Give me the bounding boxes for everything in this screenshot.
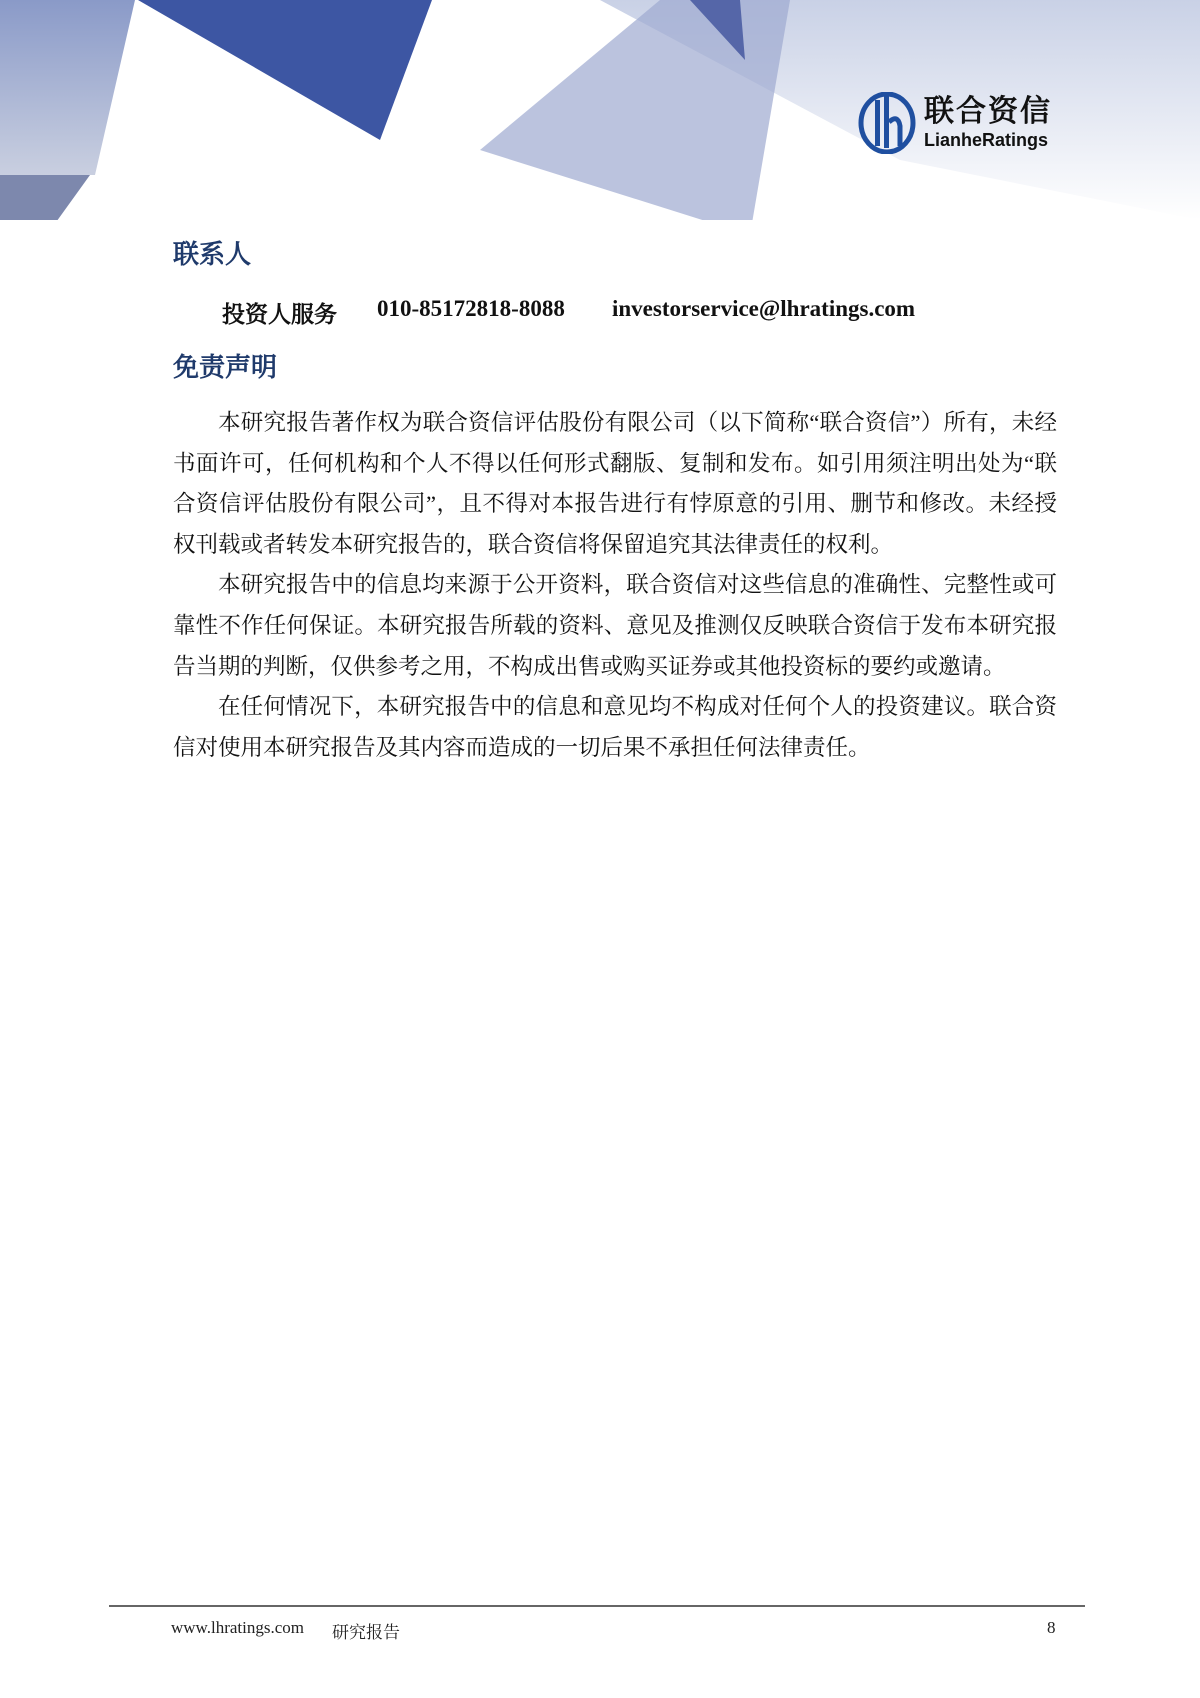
contact-email[interactable]: investorservice@lhratings.com: [612, 296, 916, 321]
contact-label: 投资人服务: [222, 302, 337, 328]
disclaimer-paragraph: 本研究报告中的信息均来源于公开资料，联合资信对这些信息的准确性、完整性或可靠性不作任何保证。本研究报告所载的资料、意见及推测仅反映联合资信于发布本研究报告当期的判断，仅供参考之用，不构成出售或购买证券或其他投资标的要约或邀请。: [173, 572, 1057, 679]
logo-cn-text: 联合资信: [924, 94, 1052, 129]
disclaimer-paragraph: 在任何情况下，本研究报告中的信息和意见均不构成对任何个人的投资建议。联合资信对使用本研究报告及其内容而造成的一切后果不承担任何法律责任。: [173, 694, 1057, 760]
company-logo: [858, 92, 1052, 154]
disclaimer-body: [173, 403, 1057, 768]
footer-website[interactable]: www.lhratings.com: [171, 1618, 304, 1637]
footer-doc-type: 研究报告: [332, 1623, 400, 1642]
disclaimer-heading: 免责声明: [173, 353, 278, 383]
logo-en-text: LianheRatings: [924, 130, 1049, 150]
page-number: 8: [1047, 1618, 1056, 1637]
contact-phone: 010-85172818-8088: [377, 296, 565, 321]
disclaimer-paragraph: 本研究报告著作权为联合资信评估股份有限公司（以下简称“联合资信”）所有，未经书面许可，任何机构和个人不得以任何形式翻版、复制和发布。如引用须注明出处为“联合资信评估股份有限公司”，且不得对本报告进行有悖原意的引用、删节和修改。未经授权刊载或者转发本研究报告的，联合资信将保留追究其法律责任的权利。: [173, 410, 1057, 557]
lianhe-logo-icon: [858, 92, 916, 154]
footer-divider: [109, 1605, 1085, 1607]
contact-heading: 联系人: [173, 240, 252, 270]
